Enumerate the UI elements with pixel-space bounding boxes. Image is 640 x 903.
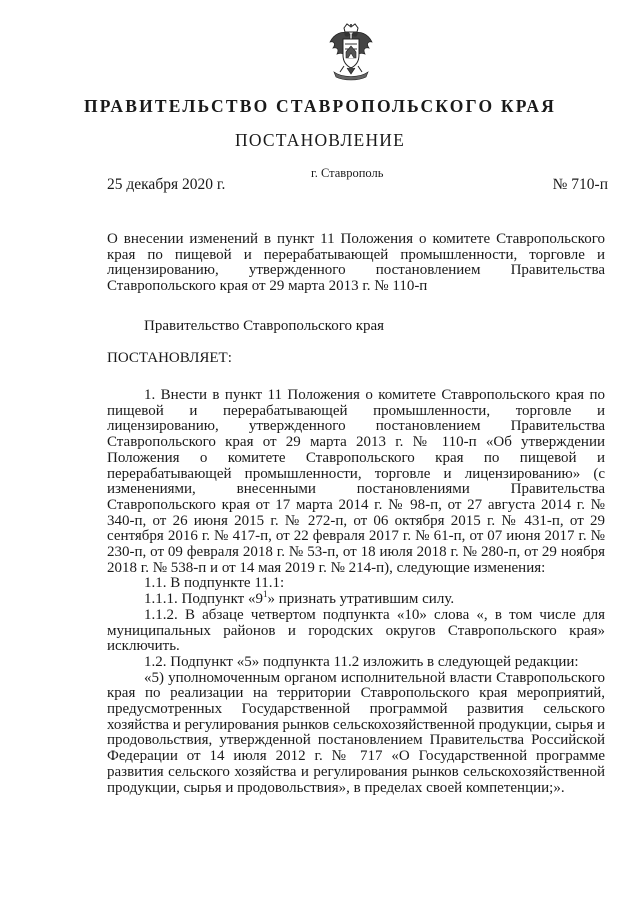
document-city: г. Ставрополь (311, 166, 384, 180)
paragraph-1: 1. Внести в пункт 11 Положения о комитете Ставропольского края по пищевой и перерабатывающей промышленности, торговле и лицензированию, утвержденного постановлением Правительства Ставропольского края от 29 марта 2013 г. № 110-п «Об утверждении Положения о комитете Ставропольского края по пищевой и перерабатывающей промышленности, торговле и лицензированию» (с изменениями, внесенными постановлениями Правительства Ставропольского края от 17 марта 2014 г. № 98-п, от 27 августа 2014 г. № 340-п, от 26 июня 2015 г. № 272-п, от 06 октября 2015 г. № 431-п, от 29 сентября 2016 г. № 417-п, от 22 февраля 2017 г. № 61-п, от 07 июня 2017 г. № 230-п, от 09 февраля 2018 г. № 53-п, от 18 июля 2018 г. № 280-п, от 29 ноября 2018 г. № 538-п и от 14 мая 2019 г. № 214-п), следующие изменения: (107, 387, 605, 576)
paragraph-1-1-1-start: 1.1.1. Подпункт «9 (144, 591, 263, 608)
stavropol-coat-of-arms-icon (326, 22, 376, 82)
document-number: № 710-п (552, 176, 608, 193)
document-date: 25 декабря 2020 г. (107, 176, 226, 193)
issuing-authority: ПРАВИТЕЛЬСТВО СТАВРОПОЛЬСКОГО КРАЯ (83, 96, 557, 116)
superscript-index: 1 (262, 589, 268, 600)
document-subject: О внесении изменений в пункт 11 Положения о комитете Ставропольского края по пищевой и перерабатывающей промышленности, торговле и лицензированию, утвержденного постановлением Правительства Ставропольского края от 29 марта 2013 г. № 110-п (107, 231, 605, 294)
paragraph-1-1: 1.1. В подпункте 11.1: (144, 575, 285, 592)
paragraph-1-2: 1.2. Подпункт «5» подпункта 11.2 изложить в следующей редакции: (144, 653, 579, 670)
document-body (107, 388, 605, 796)
paragraph-1-1-2: 1.1.2. В абзаце четвертом подпункта «10» слова «, в том числе для муниципальных районов и городских округов Ставропольского края» исключить. (107, 606, 605, 655)
paragraph-1-1-1-end: » признать утратившим силу. (267, 591, 455, 608)
paragraph-new-subclause-5: «5) уполномоченным органом исполнительной власти Ставропольского края по реализации на территории Ставропольского края мероприятий, предусмотренных Государственной программой развития сельского хозяйства и регулирования рынков сельскохозяйственной продукции, сырья и продовольствия, утвержденной постановлением Правительства Российской Федерации от 14 июля 2012 г. № 717 «О Государственной программе развития сельского хозяйства и регулирования рынков сельскохозяйственной продукции, сырья и продовольствия», в пределах своей компетенции;». (107, 669, 605, 796)
paragraph-1-1-1 (107, 589, 605, 608)
preamble-resolves: ПОСТАНОВЛЯЕТ: (107, 350, 232, 366)
document-type: ПОСТАНОВЛЕНИЕ (234, 130, 406, 150)
preamble-government: Правительство Ставропольского края (144, 318, 385, 334)
